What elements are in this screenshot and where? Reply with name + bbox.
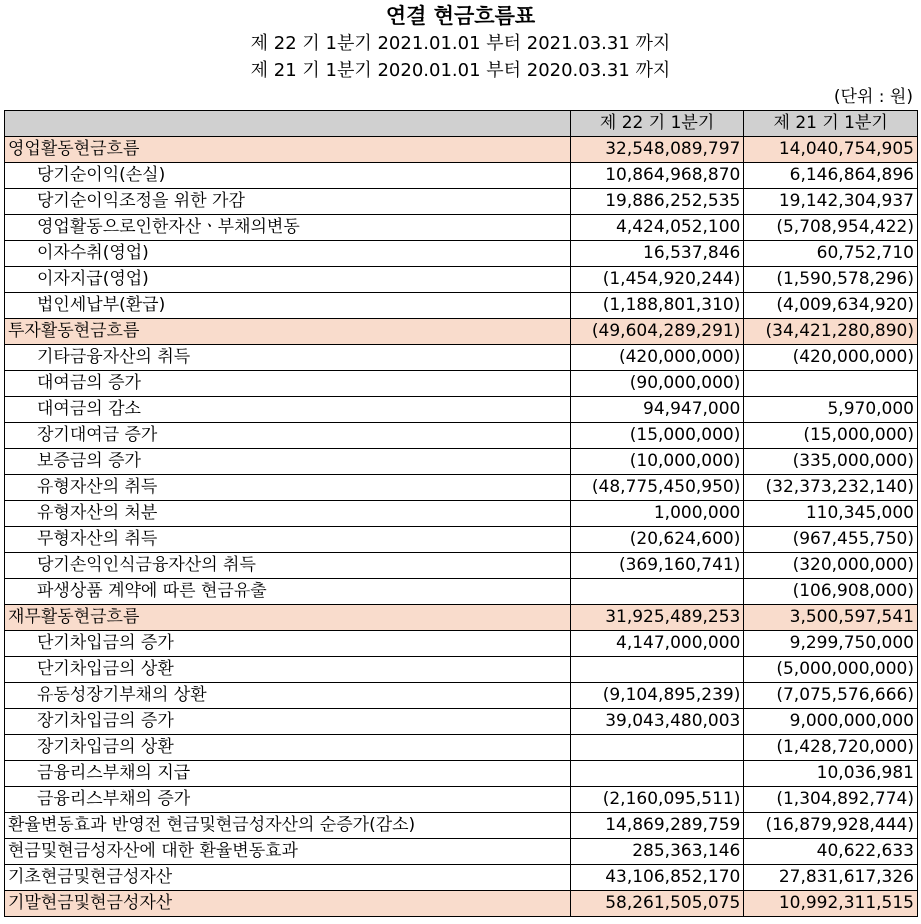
row-value-current: 16,537,846 [570, 241, 744, 267]
row-value-prior: (1,304,892,774) [744, 787, 918, 813]
table-row [5, 787, 918, 813]
cash-flow-table [4, 110, 918, 917]
row-value-current: 94,947,000 [570, 397, 744, 423]
table-row [5, 709, 918, 735]
row-value-prior: 10,036,981 [744, 761, 918, 787]
row-value-prior: (5,708,954,422) [744, 215, 918, 241]
header-cell-label [5, 111, 571, 137]
row-label: 유형자산의 처분 [5, 501, 571, 527]
row-value-prior: (335,000,000) [744, 449, 918, 475]
row-value-prior: (4,009,634,920) [744, 293, 918, 319]
row-value-prior: (32,373,232,140) [744, 475, 918, 501]
row-label: 금융리스부채의 증가 [5, 787, 571, 813]
table-row [5, 501, 918, 527]
row-value-prior: (5,000,000,000) [744, 657, 918, 683]
row-value-prior: (7,075,576,666) [744, 683, 918, 709]
table-row [5, 657, 918, 683]
table-row [5, 163, 918, 189]
row-label: 보증금의 증가 [5, 449, 571, 475]
table-row [5, 631, 918, 657]
row-label: 장기대여금 증가 [5, 423, 571, 449]
row-value-current [570, 761, 744, 787]
row-label: 대여금의 감소 [5, 397, 571, 423]
row-value-current: 285,363,146 [570, 839, 744, 865]
row-value-current [570, 735, 744, 761]
row-label: 법인세납부(환급) [5, 293, 571, 319]
row-label: 유동성장기부채의 상환 [5, 683, 571, 709]
row-value-current: 58,261,505,075 [570, 891, 744, 917]
table-row [5, 579, 918, 605]
table-row [5, 241, 918, 267]
row-value-prior: (420,000,000) [744, 345, 918, 371]
table-row [5, 553, 918, 579]
statement-title: 연결 현금흐름표 [385, 4, 536, 28]
row-value-prior: 27,831,617,326 [744, 865, 918, 891]
row-label: 당기순이익조정을 위한 가감 [5, 189, 571, 215]
row-value-current: (1,188,801,310) [570, 293, 744, 319]
row-label: 환율변동효과 반영전 현금및현금성자산의 순증가(감소) [5, 813, 571, 839]
table-row [5, 683, 918, 709]
row-label: 단기차입금의 증가 [5, 631, 571, 657]
table-row [5, 423, 918, 449]
table-header-row [5, 111, 918, 137]
row-value-current: 4,147,000,000 [570, 631, 744, 657]
row-value-prior: 6,146,864,896 [744, 163, 918, 189]
row-value-prior [744, 371, 918, 397]
table-row [5, 891, 918, 917]
row-label: 영업활동으로인한자산ㆍ부채의변동 [5, 215, 571, 241]
row-value-prior: 110,345,000 [744, 501, 918, 527]
table-row [5, 813, 918, 839]
row-value-prior: 9,000,000,000 [744, 709, 918, 735]
row-value-current: 43,106,852,170 [570, 865, 744, 891]
row-value-current: (20,624,600) [570, 527, 744, 553]
row-label: 재무활동현금흐름 [5, 605, 571, 631]
row-value-current [570, 579, 744, 605]
header-cell-current: 제 22 기 1분기 [570, 111, 744, 137]
row-value-prior: 5,970,000 [744, 397, 918, 423]
table-row [5, 215, 918, 241]
row-value-prior: (967,455,750) [744, 527, 918, 553]
table-row [5, 761, 918, 787]
period-current: 제 22 기 1분기 2021.01.01 부터 2021.03.31 까지 [250, 33, 671, 54]
row-label: 유형자산의 취득 [5, 475, 571, 501]
unit-label: (단위 : 원) [833, 87, 913, 107]
row-value-prior: (16,879,928,444) [744, 813, 918, 839]
row-value-current: (2,160,095,511) [570, 787, 744, 813]
table-row [5, 371, 918, 397]
table-row [5, 293, 918, 319]
row-value-current [570, 657, 744, 683]
row-value-current: (420,000,000) [570, 345, 744, 371]
row-value-current: 39,043,480,003 [570, 709, 744, 735]
row-label: 당기순이익(손실) [5, 163, 571, 189]
row-value-prior: 10,992,311,515 [744, 891, 918, 917]
row-value-prior: 40,622,633 [744, 839, 918, 865]
row-value-prior: 19,142,304,937 [744, 189, 918, 215]
row-value-current: 19,886,252,535 [570, 189, 744, 215]
row-value-prior: (320,000,000) [744, 553, 918, 579]
row-value-current: 1,000,000 [570, 501, 744, 527]
row-label: 기초현금및현금성자산 [5, 865, 571, 891]
statement-header [0, 2, 921, 84]
table-row [5, 189, 918, 215]
table-row [5, 865, 918, 891]
row-label: 장기차입금의 증가 [5, 709, 571, 735]
row-label: 파생상품 계약에 따른 현금유출 [5, 579, 571, 605]
row-value-current: (15,000,000) [570, 423, 744, 449]
row-value-current: 14,869,289,759 [570, 813, 744, 839]
row-label: 이자수취(영업) [5, 241, 571, 267]
row-label: 장기차입금의 상환 [5, 735, 571, 761]
table-row [5, 475, 918, 501]
row-value-current: 10,864,968,870 [570, 163, 744, 189]
table-row [5, 319, 918, 345]
table-row [5, 397, 918, 423]
row-value-prior: (34,421,280,890) [744, 319, 918, 345]
table-row [5, 267, 918, 293]
row-value-prior: (1,590,578,296) [744, 267, 918, 293]
row-label: 투자활동현금흐름 [5, 319, 571, 345]
row-value-current: (9,104,895,239) [570, 683, 744, 709]
row-value-prior: 9,299,750,000 [744, 631, 918, 657]
row-label: 단기차입금의 상환 [5, 657, 571, 683]
row-label: 무형자산의 취득 [5, 527, 571, 553]
row-value-current: 4,424,052,100 [570, 215, 744, 241]
table-row [5, 839, 918, 865]
row-label: 영업활동현금흐름 [5, 137, 571, 163]
period-prior: 제 21 기 1분기 2020.01.01 부터 2020.03.31 까지 [250, 60, 671, 81]
row-value-current: 32,548,089,797 [570, 137, 744, 163]
row-value-current: (90,000,000) [570, 371, 744, 397]
row-value-current: (48,775,450,950) [570, 475, 744, 501]
row-value-prior: 60,752,710 [744, 241, 918, 267]
table-row [5, 735, 918, 761]
table-row [5, 345, 918, 371]
row-value-current: (1,454,920,244) [570, 267, 744, 293]
row-value-current: 31,925,489,253 [570, 605, 744, 631]
table-row [5, 605, 918, 631]
row-label: 대여금의 증가 [5, 371, 571, 397]
row-label: 금융리스부채의 지급 [5, 761, 571, 787]
row-label: 이자지급(영업) [5, 267, 571, 293]
table-row [5, 449, 918, 475]
row-label: 기타금융자산의 취득 [5, 345, 571, 371]
table-row [5, 137, 918, 163]
row-value-prior: 14,040,754,905 [744, 137, 918, 163]
row-value-prior: 3,500,597,541 [744, 605, 918, 631]
row-label: 기말현금및현금성자산 [5, 891, 571, 917]
row-value-current: (49,604,289,291) [570, 319, 744, 345]
row-value-prior: (106,908,000) [744, 579, 918, 605]
row-value-current: (10,000,000) [570, 449, 744, 475]
row-value-prior: (15,000,000) [744, 423, 918, 449]
row-label: 당기손익인식금융자산의 취득 [5, 553, 571, 579]
header-cell-prior: 제 21 기 1분기 [744, 111, 918, 137]
table-row [5, 527, 918, 553]
row-value-current: (369,160,741) [570, 553, 744, 579]
row-label: 현금및현금성자산에 대한 환율변동효과 [5, 839, 571, 865]
row-value-prior: (1,428,720,000) [744, 735, 918, 761]
